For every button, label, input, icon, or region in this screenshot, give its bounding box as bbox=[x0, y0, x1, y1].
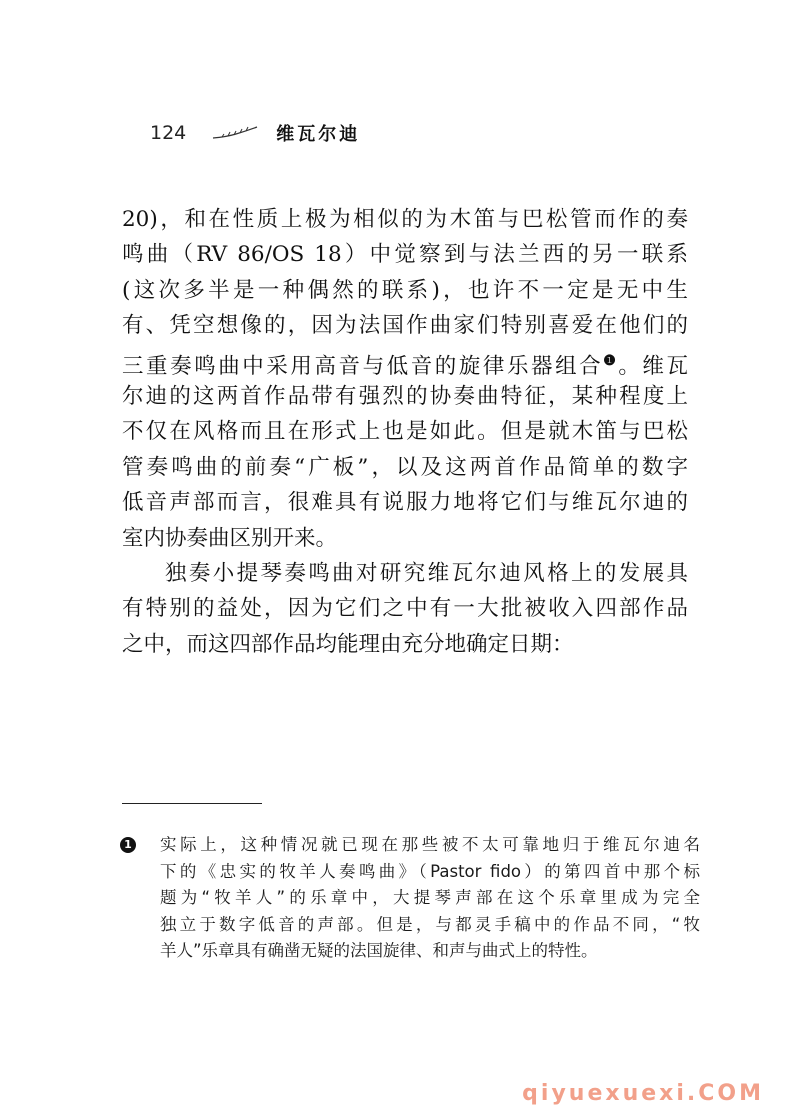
watermark: qiyuexuexi.COM bbox=[522, 1081, 764, 1106]
footnote-divider bbox=[122, 803, 262, 804]
page-number: 124 bbox=[150, 122, 187, 144]
footnote-line: 独立于数字低音的声部。但是，与都灵手稿中的作品不同，“牧 bbox=[160, 914, 700, 934]
footnote-marker: 1 bbox=[120, 837, 136, 853]
body-text bbox=[122, 202, 688, 662]
text-segment: 。维瓦 bbox=[618, 353, 688, 379]
ornament-icon bbox=[212, 126, 258, 140]
page-header bbox=[150, 118, 360, 148]
text-line: 鸣曲（RV 86/OS 18）中觉察到与法兰西的另一联系 bbox=[122, 242, 688, 268]
running-title: 维瓦尔迪 bbox=[276, 124, 361, 145]
text-line: (这次多半是一种偶然的联系)，也许不一定是无中生 bbox=[122, 277, 688, 303]
footnote-line: 下的《忠实的牧羊人奏鸣曲》（Pastor fido）的第四首中那个标 bbox=[160, 861, 700, 881]
text-line-with-note bbox=[122, 344, 688, 379]
text-line: 之中，而这四部作品均能理由充分地确定日期： bbox=[122, 631, 574, 657]
text-line: 室内协奏曲区别开来。 bbox=[122, 525, 338, 551]
footnote-line: 题为“牧羊人”的乐章中，大提琴声部在这个乐章里成为完全 bbox=[160, 888, 700, 907]
footnote bbox=[124, 832, 700, 965]
footnote-line: 实际上，这种情况就已现在那些被不太可靠地归于维瓦尔迪名 bbox=[160, 835, 700, 854]
text-line: 管奏鸣曲的前奏“广板”，以及这两首作品简单的数字 bbox=[122, 454, 688, 480]
text-line: 尔迪的这两首作品带有强烈的协奏曲特征，某种程度上 bbox=[122, 383, 688, 409]
text-line: 有特别的益处，因为它们之中有一大批被收入四部作品 bbox=[122, 596, 688, 622]
text-line: 不仅在风格而且在形式上也是如此。但是就木笛与巴松 bbox=[122, 419, 688, 445]
text-line: 有、凭空想像的，因为法国作曲家们特别喜爱在他们的 bbox=[122, 313, 688, 339]
footnote-reference[interactable]: ❶ bbox=[603, 352, 619, 369]
text-line: 独奏小提琴奏鸣曲对研究维瓦尔迪风格上的发展具 bbox=[165, 560, 688, 586]
text-segment: 三重奏鸣曲中采用高音与低音的旋律乐器组合 bbox=[122, 353, 604, 379]
text-line: 20)，和在性质上极为相似的为木笛与巴松管而作的奏 bbox=[122, 207, 688, 232]
text-line: 低音声部而言，很难具有说服力地将它们与维瓦尔迪的 bbox=[122, 490, 688, 516]
footnote-line: 羊人”乐章具有确凿无疑的法国旋律、和声与曲式上的特性。 bbox=[160, 941, 598, 960]
